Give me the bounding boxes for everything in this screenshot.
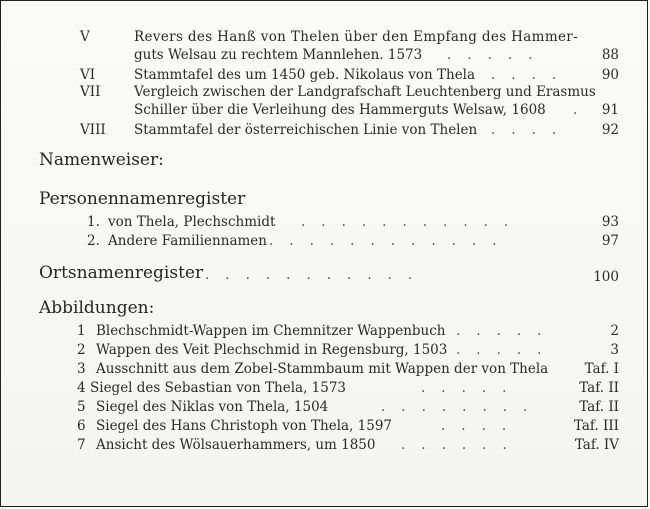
appendix-numeral: V [80,29,90,45]
page-reference: Taf. II [579,380,619,396]
entry-number: 5 [77,399,86,415]
appendix-text-line: Stammtafel des um 1450 geb. Nikolaus von Thela [134,67,476,83]
leader-dots: ..... [456,323,558,339]
appendix-entry-vi [1,67,649,83]
appendix-text-line: Stammtafel der österreichischen Linie von Thelen [134,122,478,138]
appendix-numeral: VI [80,67,96,83]
orts-heading: Ortsnamenregister [39,263,204,283]
entry-text: Blechschmidt-Wappen im Chemnitzer Wappenbuch [96,323,446,339]
entry-text: Ausschnitt aus dem Zobel-Stammbaum mit Wappen der von Thela [96,361,549,377]
leader-dots: .... [491,122,573,138]
page-reference: 100 [593,269,619,285]
abbildung-entry [1,399,649,415]
namenweiser-heading: Namenweiser: [39,150,164,170]
page-reference: Taf. IV [574,437,619,453]
entry-text: Ansicht des Wölsauerhammers, um 1850 [96,437,376,453]
leader-dots: ........ [381,399,544,415]
entry-number: 1 [77,323,86,339]
appendix-entry-vii [1,84,649,118]
page-reference: 88 [601,47,619,63]
abbildung-entry [1,418,649,434]
leader-dots: ..... [421,380,523,396]
abbildung-entry [1,380,649,396]
entry-number: 1. [87,214,100,230]
page-reference: 2 [610,323,619,339]
orts-entry [1,267,649,283]
entry-number: 2 [77,342,86,358]
page-reference: Taf. I [584,361,619,377]
entry-number: 6 [77,418,86,434]
abbildung-entry [1,323,649,339]
appendix-entry-viii [1,122,649,138]
page-reference: Taf. II [579,399,619,415]
entry-text: von Thela, Plechschmidt [108,214,276,230]
page-reference: 93 [601,214,619,230]
leader-dots: ............ [269,233,513,249]
abbildung-entry [1,437,649,453]
abbildung-entry [1,361,649,377]
leader-dots: .... [441,418,523,434]
personen-entry [1,233,649,249]
page-reference: 97 [601,233,619,249]
entry-text: Siegel des Sebastian von Thela, 1573 [90,380,347,396]
page-reference: 90 [601,67,619,83]
entry-text: Wappen des Veit Plechschmid in Regensburg, 1503 [96,342,448,358]
abbildung-entry [1,342,649,358]
leader-dots: ........... [205,267,429,283]
appendix-text-line: Schiller über die Verleihung des Hammerguts Welsaw, 1608 [134,102,546,118]
appendix-numeral: VII [80,84,101,100]
appendix-text-line: Vergleich zwischen der Landgrafschaft Leuchtenberg und Erasmus [134,84,596,100]
entry-text: Andere Familiennamen [108,233,267,249]
appendix-text-line: Revers des Hanß von Thelen über den Empfang des Hammer- [134,29,579,45]
personen-heading: Personennamenregister [39,189,246,209]
leader-dots: ........... [301,214,525,230]
entry-number: 7 [77,437,86,453]
page-reference: 92 [601,122,619,138]
page-reference: 3 [610,342,619,358]
leader-dots: ..... [456,342,558,358]
appendix-numeral: VIII [80,122,106,138]
leader-dots: ..... [447,47,549,63]
appendix-text-line: guts Welsau zu rechtem Mannlehen. 1573 [134,47,423,63]
page-reference: 91 [601,102,619,118]
entry-number: 2. [87,233,100,249]
entry-number: 4 [77,380,86,396]
entry-text: Siegel des Niklas von Thela, 1504 [96,399,329,415]
leader-dots: ...... [401,437,523,453]
leader-dots: . [573,102,594,118]
entry-text: Siegel des Hans Christoph von Thela, 1597 [96,418,393,434]
page-reference: Taf. III [573,418,619,434]
leader-dots: .... [491,67,573,83]
personen-entry [1,214,649,230]
appendix-entry-v [1,29,649,63]
abbildungen-heading: Abbildungen: [39,298,155,318]
entry-number: 3 [77,361,86,377]
